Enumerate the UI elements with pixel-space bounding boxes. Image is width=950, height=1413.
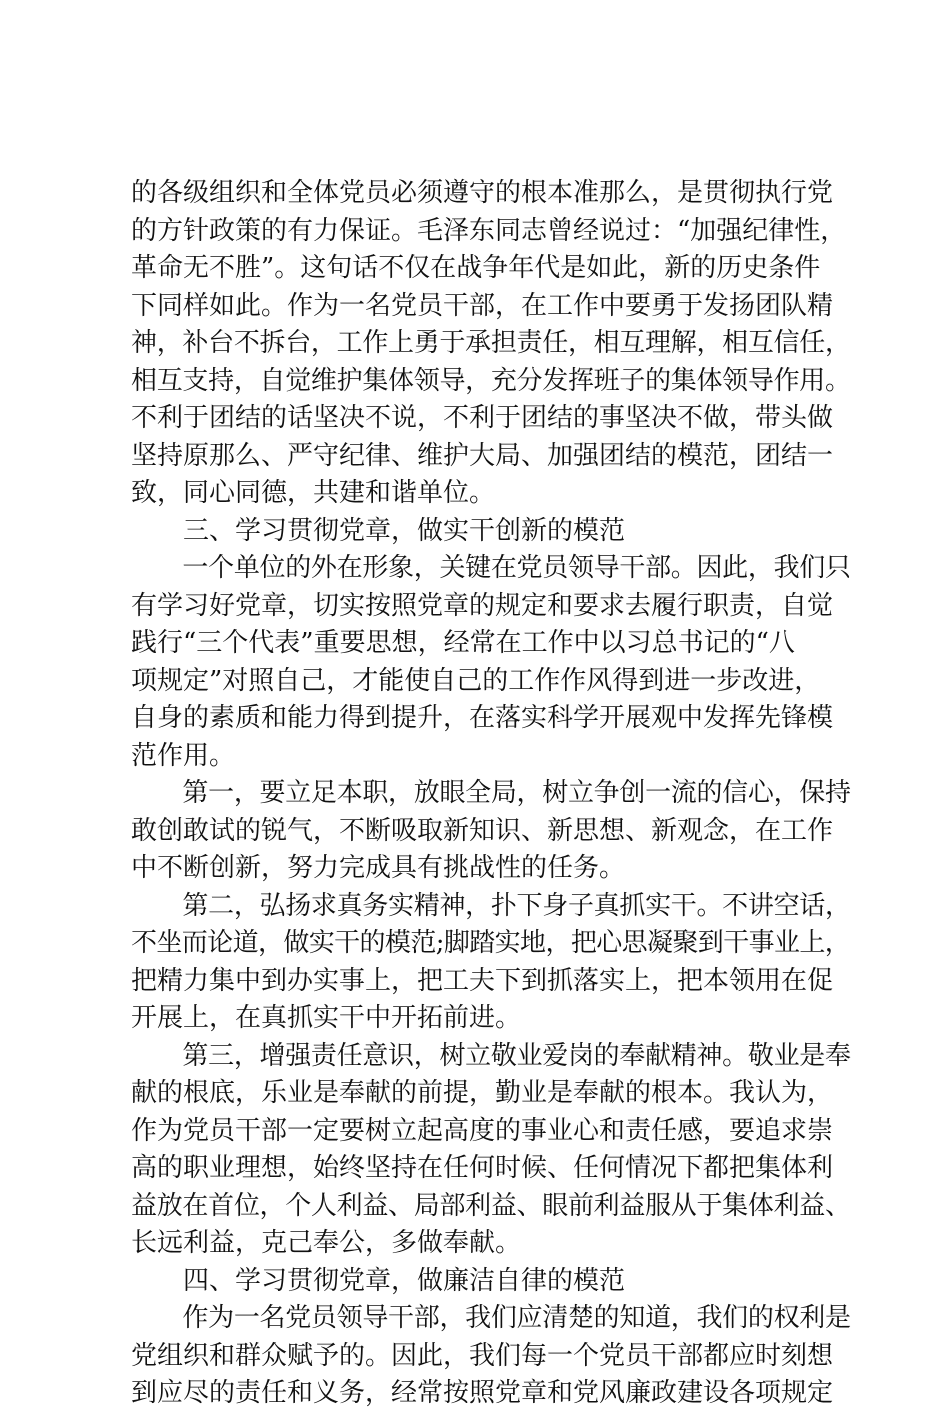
text-line: 自身的素质和能力得到提升，在落实科学开展观中发挥先锋模 (131, 703, 834, 733)
text-line: 下同样如此。作为一名党员干部，在工作中要勇于发扬团队精 (131, 290, 834, 321)
text-line: 践行“三个代表”重要思想，经常在工作中以习总书记的“八 (131, 628, 795, 658)
text-line: 作为一名党员领导干部，我们应清楚的知道，我们的权利是 (131, 1303, 851, 1333)
text-line: 四、学习贯彻党章，做廉洁自律的模范 (131, 1265, 626, 1296)
text-line: 长远利益，克己奉公，多做奉献。 (131, 1228, 522, 1258)
text-line: 益放在首位，个人利益、局部利益、眼前利益服从于集体利益、 (131, 1190, 851, 1221)
text-line: 三、学习贯彻党章，做实干创新的模范 (131, 515, 626, 546)
text-line: 高的职业理想，始终坚持在任何时候、任何情况下都把集体利 (131, 1153, 834, 1183)
text-line: 不利于团结的话坚决不说，不利于团结的事坚决不做，带头做 (131, 403, 834, 433)
text-line: 到应尽的责任和义务，经常按照党章和党风廉政建设各项规定 (131, 1378, 834, 1408)
text-line: 开展上，在真抓实干中开拓前进。 (131, 1003, 522, 1033)
text-line: 的方针政策的有力保证。毛泽东同志曾经说过：“加强纪律性， (131, 215, 847, 246)
text-line: 第三，增强责任意识，树立敬业爱岗的奉献精神。敬业是奉 (131, 1040, 851, 1071)
text-line: 项规定”对照自己，才能使自己的工作作风得到进一步改进， (131, 665, 821, 696)
text-line: 敢创敢试的锐气，不断吸取新知识、新思想、新观念，在工作 (131, 815, 834, 846)
text-line: 致，同心同德，共建和谐单位。 (131, 478, 496, 508)
text-line: 不坐而论道，做实干的模范;脚踏实地，把心思凝聚到干事业上， (131, 928, 851, 958)
text-line: 献的根底，乐业是奉献的前提，勤业是奉献的根本。我认为， (131, 1078, 834, 1108)
text-line: 的各级组织和全体党员必须遵守的根本准那么，是贯彻执行党 (131, 178, 834, 208)
document-body (131, 175, 851, 1413)
text-line: 有学习好党章，切实按照党章的规定和要求去履行职责，自觉 (131, 590, 834, 621)
text-line: 革命无不胜”。这句话不仅在战争年代是如此，新的历史条件 (131, 253, 821, 283)
text-line: 把精力集中到办实事上，把工夫下到抓落实上，把本领用在促 (131, 965, 834, 996)
text-line: 中不断创新，努力完成具有挑战性的任务。 (131, 853, 626, 883)
text-line: 相互支持，自觉维护集体领导，充分发挥班子的集体领导作用。 (131, 365, 851, 396)
text-line: 神，补台不拆台，工作上勇于承担责任，相互理解，相互信任， (131, 328, 851, 358)
text-line: 坚持原那么、严守纪律、维护大局、加强团结的模范，团结一 (131, 440, 834, 471)
text-line: 第二，弘扬求真务实精神，扑下身子真抓实干。不讲空话， (131, 890, 851, 921)
text-line: 一个单位的外在形象，关键在党员领导干部。因此，我们只 (131, 553, 851, 583)
text-line: 党组织和群众赋予的。因此，我们每一个党员干部都应时刻想 (131, 1340, 834, 1371)
text-line: 范作用。 (131, 740, 236, 771)
text-line: 第一，要立足本职，放眼全局，树立争创一流的信心，保持 (131, 778, 851, 808)
text-line: 作为党员干部一定要树立起高度的事业心和责任感，要追求崇 (131, 1115, 834, 1146)
